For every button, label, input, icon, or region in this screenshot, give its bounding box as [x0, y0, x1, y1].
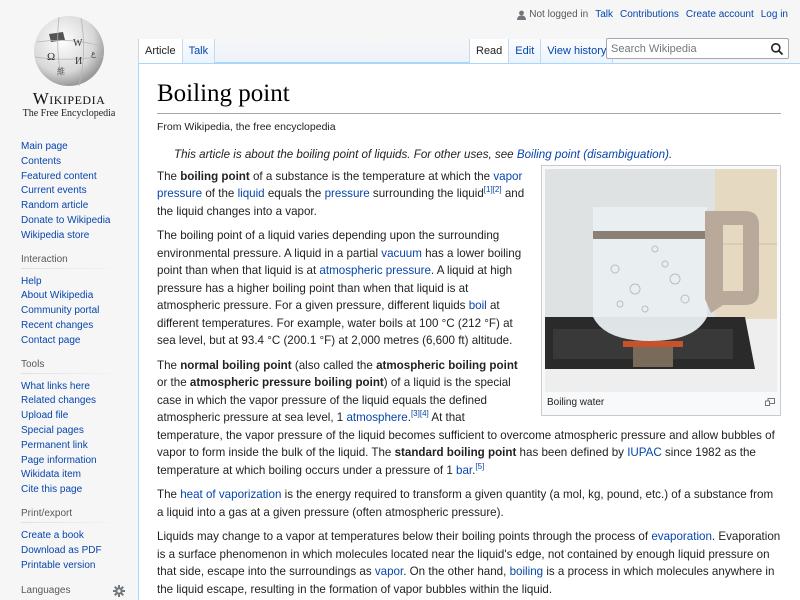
tab-edit[interactable]: Edit [509, 39, 541, 63]
sidebar-navigation [0, 140, 138, 244]
log-in-link[interactable]: Log in [760, 9, 788, 20]
login-status [517, 9, 588, 20]
wikipedia-logo[interactable] [0, 0, 138, 130]
svg-text:W: W [73, 38, 83, 49]
sidebar-item-store[interactable]: Wikipedia store [21, 229, 90, 241]
tab-article[interactable]: Article [138, 39, 183, 63]
contributions-link[interactable]: Contributions [620, 9, 679, 20]
sidebar-item-help[interactable]: Help [21, 275, 42, 287]
page-title: Boiling point [157, 78, 781, 114]
gear-icon[interactable] [113, 585, 125, 597]
citation-4[interactable]: [4] [419, 409, 429, 419]
sidebar-item-featured-content[interactable]: Featured content [21, 170, 97, 182]
languages-heading: Languages [21, 585, 71, 597]
svg-text:И: И [75, 56, 83, 67]
view-tabs [469, 39, 613, 63]
tools-heading: Tools [21, 359, 125, 374]
search-box [606, 38, 789, 59]
not-logged-in-label: Not logged in [529, 9, 589, 20]
paragraph-5: Liquids may change to a vapor at temperatures below their boiling points through the process of evaporation. Evaporation is a surface phenomenon in which molecules located near the liquid's edge, not contained by enough liquid pressure on that side, escape into the surroundings as vapor. On the other hand, boiling is a process in which molecules anywhere in the liquid escape, resulting in the formation of vapor bubbles within the liquid. [157, 530, 781, 596]
sidebar-item-contents[interactable]: Contents [21, 155, 62, 167]
citation-2[interactable]: [2] [492, 185, 502, 195]
tab-view-history[interactable]: View history [541, 39, 613, 63]
link-heat-of-vaporization[interactable]: heat of vaporization [180, 488, 282, 501]
sidebar-item-donate[interactable]: Donate to Wikipedia [21, 214, 111, 226]
link-bar[interactable]: bar [456, 463, 473, 477]
talk-link[interactable]: Talk [595, 9, 613, 20]
link-vapor[interactable]: vapor [374, 565, 404, 578]
paragraph-3: The normal boiling point (also called the atmospheric boiling point or the atmospheric pressure boiling point) of a liquid is the special case in which the vapor pressure of the liquid equals the defined atmospheric pressure at sea level, 1 atmosphere.[3][4] At that temperature, the vapor pressure of the liquid becomes sufficient to overcome atmospheric pressure and allow bubbles of vapor to form inside the bulk of the liquid. The standard boiling point has been defined by IUPAC since 1982 as the temperature at which boiling occurs under a pressure of 1 bar.[5] [157, 358, 775, 477]
sidebar-print-export [0, 508, 138, 573]
link-liquid[interactable]: liquid [237, 187, 265, 200]
sidebar-item-create-book[interactable]: Create a book [21, 529, 84, 541]
citation-3[interactable]: [3] [410, 409, 420, 419]
citation-5[interactable]: [5] [475, 461, 485, 471]
sidebar-item-main-page[interactable]: Main page [21, 141, 68, 152]
search-input[interactable] [607, 43, 770, 55]
namespace-tabs [138, 39, 215, 63]
citation-1[interactable]: [1] [483, 185, 493, 195]
sidebar-languages [0, 583, 138, 599]
hatnote-end: . [668, 147, 673, 161]
tab-bar-background [208, 39, 469, 63]
personal-tools [517, 9, 788, 20]
paragraph-4: The heat of vaporization is the energy required to transform a given quantity (a mol, kg, pound, etc.) of a substance from a liquid into a gas at a given pressure (often atmospheric pressure). [157, 488, 774, 519]
link-atmospheric-pressure[interactable]: atmospheric pressure [319, 264, 431, 277]
magnify-icon[interactable] [765, 398, 775, 406]
sidebar [0, 140, 138, 600]
wikipedia-wordmark: Wikipedia [32, 89, 106, 108]
disambiguation-link[interactable]: Boiling point (disambiguation) [516, 147, 669, 161]
site-subtitle: From Wikipedia, the free encyclopedia [157, 120, 336, 133]
link-atmosphere[interactable]: atmosphere [346, 411, 408, 424]
paragraph-2: The boiling point of a liquid varies depending upon the surrounding environmental pressure. A liquid in a partial vacuum has a lower boiling point than when that liquid is at atmospheric pressure. A liquid at high pressure has a higher boiling point than when that liquid is at atmospheric pressure. For a given pressure, different liquids boil at different temperatures. For example, water boils at 100 °C (212 °F) at sea level, but at 93.4 °C (200.1 °F) at 2,000 metres (6,600 ft) altitude. [157, 229, 522, 347]
paragraph-1: The boiling point of a substance is the temperature at which the vapor pressure of the liquid equals the pressure surrounding the liquid[1][2] and the liquid changes into a vapor. [157, 169, 525, 218]
user-icon [517, 10, 526, 20]
wikipedia-globe-icon [29, 12, 109, 88]
sidebar-item-special-pages[interactable]: Special pages [21, 424, 84, 436]
sidebar-item-printable-version[interactable]: Printable version [21, 559, 96, 571]
boiling-water-image[interactable] [545, 169, 777, 392]
link-vacuum[interactable]: vacuum [381, 246, 422, 260]
create-account-link[interactable]: Create account [685, 9, 754, 20]
link-boil[interactable]: boil [468, 299, 487, 312]
link-iupac[interactable]: IUPAC [627, 446, 662, 459]
hatnote [157, 148, 781, 161]
image-thumbnail [541, 165, 781, 416]
sidebar-item-cite-this-page[interactable]: Cite this page [21, 484, 83, 496]
wikipedia-tagline: The Free Encyclopedia [22, 108, 116, 119]
svg-text:Ω: Ω [47, 51, 56, 63]
link-pressure[interactable]: pressure [324, 187, 370, 200]
link-vapor-pressure[interactable]: vapor pressure [157, 169, 523, 200]
thumb-caption-text: Boiling water [547, 396, 605, 408]
svg-text:維: 維 [57, 67, 65, 76]
link-evaporation[interactable]: evaporation [651, 530, 712, 543]
hatnote-text: This article is about the boiling point of liquids. For other uses, see [174, 147, 517, 161]
sidebar-tools [0, 359, 138, 498]
sidebar-item-random-article[interactable]: Random article [21, 200, 89, 212]
sidebar-item-page-information[interactable]: Page information [21, 454, 97, 466]
sidebar-item-what-links-here[interactable]: What links here [21, 380, 90, 392]
sidebar-item-current-events[interactable]: Current events [21, 185, 87, 197]
link-boiling[interactable]: boiling [509, 565, 544, 578]
sidebar-item-permanent-link[interactable]: Permanent link [21, 439, 88, 451]
sidebar-item-recent-changes[interactable]: Recent changes [21, 319, 94, 331]
svg-text:ع: ع [91, 49, 96, 58]
search-icon[interactable] [770, 42, 784, 56]
sidebar-item-community-portal[interactable]: Community portal [21, 305, 100, 317]
article-content [138, 63, 800, 600]
sidebar-item-contact-page[interactable]: Contact page [21, 334, 81, 346]
sidebar-item-wikidata-item[interactable]: Wikidata item [21, 469, 82, 481]
thumb-caption [545, 392, 777, 412]
sidebar-item-upload-file[interactable]: Upload file [21, 410, 69, 422]
print-export-heading: Print/export [21, 508, 125, 523]
interaction-heading: Interaction [21, 254, 125, 269]
tab-read[interactable]: Read [469, 39, 509, 63]
sidebar-item-download-pdf[interactable]: Download as PDF [21, 544, 102, 556]
sidebar-interaction [0, 254, 138, 349]
sidebar-item-about[interactable]: About Wikipedia [21, 290, 94, 302]
tab-talk[interactable]: Talk [183, 39, 216, 63]
sidebar-item-related-changes[interactable]: Related changes [21, 395, 97, 407]
